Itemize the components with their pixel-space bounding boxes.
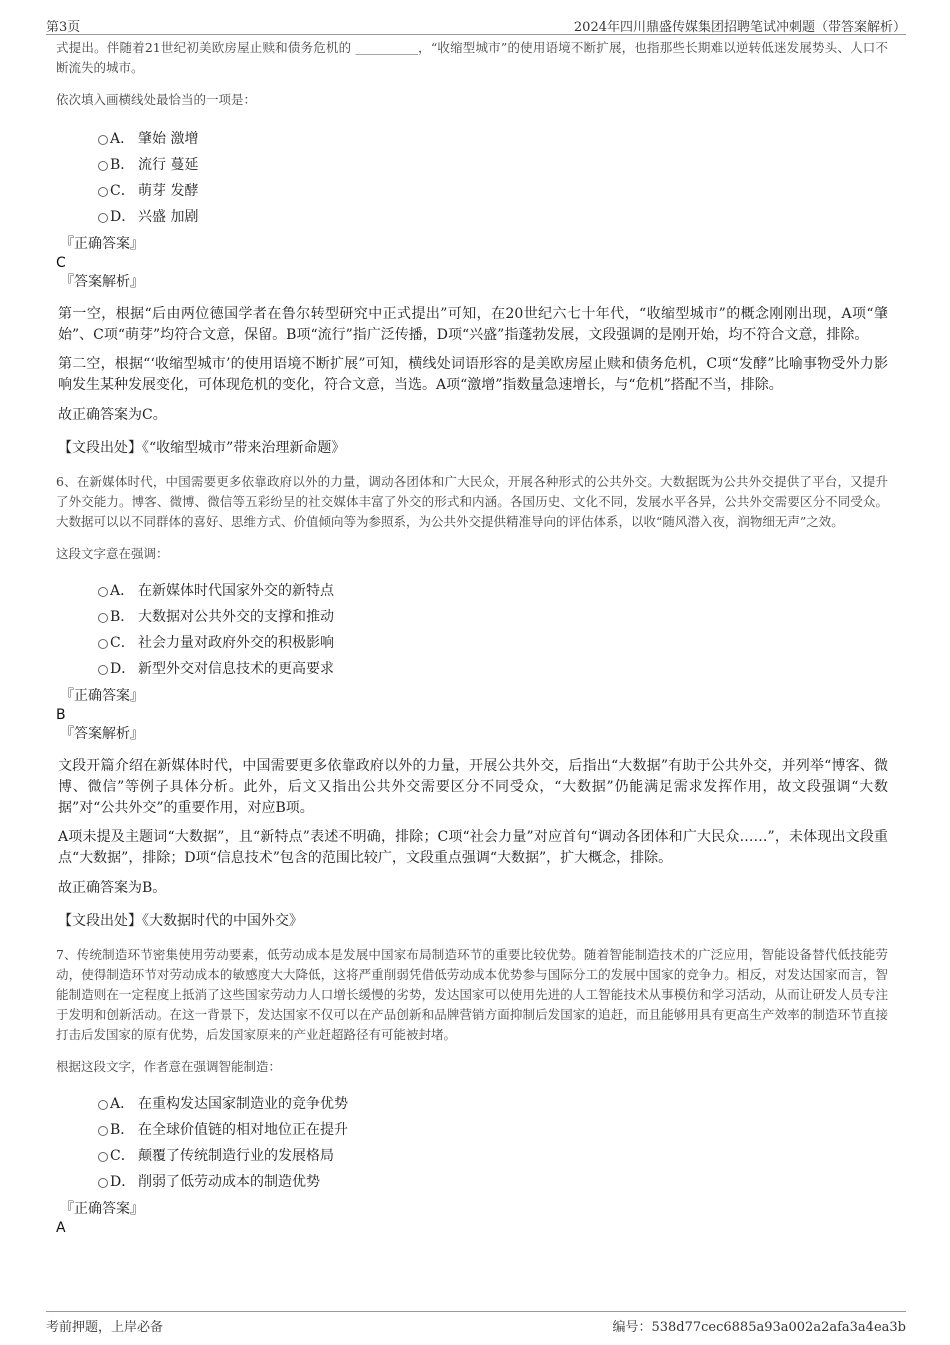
q7-option-c[interactable]: C． 颠覆了传统制造行业的发展格局	[56, 1143, 888, 1169]
page-footer	[46, 1311, 906, 1336]
q5-prompt: 依次填入画横线处最恰当的一项是：	[56, 92, 257, 107]
q5-option-b[interactable]: B． 流行 蔓延	[56, 152, 888, 178]
q6-answer-label: 『正确答案』	[60, 688, 144, 704]
document-title: 2024年四川鼎盛传媒集团招聘笔试冲刺题（带答案解析）	[573, 20, 906, 35]
radio-icon[interactable]	[98, 1178, 108, 1188]
q5-source: 【文段出处】《“收缩型城市”带来治理新命题》	[58, 440, 346, 456]
q7-options	[56, 1091, 888, 1195]
q5-option-a[interactable]: A． 肇始 激增	[56, 126, 888, 152]
document-id: 编号：538d77cec6885a93a002a2afa3a4ea3b	[612, 1320, 906, 1335]
footer-slogan: 考前押题，上岸必备	[46, 1320, 164, 1335]
q6-option-a[interactable]: A． 在新媒体时代国家外交的新特点	[56, 578, 888, 604]
q6-passage: 6、在新媒体时代，中国需要更多依靠政府以外的力量，调动各团体和广大民众，开展各种形式的公共外交。大数据既为公共外交提供了平台，又提升了外交能力。博客、微博、微信等五彩纷呈的社交媒体丰富了外交的形式和内涵。各国历史、文化不同，发展水平各异，公共外交需要区分不同受众。大数据可以以不同群体的喜好、思维方式、价值倾向等为参照系，为公共外交提供精准导向的评估体系，以收“随风潜入夜，润物细无声”之效。	[56, 474, 888, 529]
q6-prompt: 这段文字意在强调：	[56, 546, 169, 561]
q7-answer-label: 『正确答案』	[60, 1201, 144, 1217]
radio-icon[interactable]	[98, 1126, 108, 1136]
radio-icon[interactable]	[98, 135, 108, 145]
q5-answer: C	[56, 255, 66, 271]
q7-answer: A	[56, 1220, 66, 1236]
q7-option-d[interactable]: D． 削弱了低劳动成本的制造优势	[56, 1169, 888, 1195]
q6-analysis-2: A项未提及主题词“大数据”，且“新特点”表述不明确，排除；C项“社会力量”对应首句“调动各团体和广大民众……”，未体现出文段重点“大数据”，排除；D项“信息技术”包含的范围比较广，文段重点强调“大数据”，扩大概念，排除。	[58, 829, 888, 866]
q6-analysis-3: 故正确答案为B。	[58, 880, 167, 896]
q6-analysis-1: 文段开篇介绍在新媒体时代，中国需要更多依靠政府以外的力量，开展公共外交，后指出“大数据”有助于公共外交，并列举“博客、微博、微信”等例子具体分析。此外，后文又指出公共外交需要区分不同受众，“大数据”仍能满足需求发挥作用，故文段强调“大数据”对“公共外交”的重要作用，对应B项。	[58, 758, 888, 816]
q5-options	[56, 126, 888, 230]
q7-option-b[interactable]: B． 在全球价值链的相对地位正在提升	[56, 1117, 888, 1143]
radio-icon[interactable]	[98, 665, 108, 675]
radio-icon[interactable]	[98, 1100, 108, 1110]
q7-prompt: 根据这段文字，作者意在强调智能制造：	[56, 1059, 282, 1074]
page-content	[56, 38, 888, 1237]
q5-answer-label: 『正确答案』	[60, 236, 144, 252]
q5-passage-tail: 式提出。伴随着21世纪初美欧房屋止赎和债务危机的 __________，“收缩型城市”的使用语境不断扩展，也指那些长期难以逆转低迷发展势头、人口不断流失的城市。	[56, 40, 888, 75]
q6-options	[56, 578, 888, 682]
radio-icon[interactable]	[98, 613, 108, 623]
page-number: 第3页	[46, 20, 81, 35]
q5-analysis-1: 第一空，根据“后由两位德国学者在鲁尔转型研究中正式提出”可知，在20世纪六七十年代，“收缩型城市”的概念刚刚出现，A项“肇始”、C项“萌芽”均符合文意，保留。B项“流行”指广泛传播，D项“兴盛”指蓬勃发展，文段强调的是刚开始，均不符合文意，排除。	[58, 306, 888, 343]
radio-icon[interactable]	[98, 1152, 108, 1162]
radio-icon[interactable]	[98, 161, 108, 171]
q7-option-a[interactable]: A． 在重构发达国家制造业的竞争优势	[56, 1091, 888, 1117]
radio-icon[interactable]	[98, 587, 108, 597]
q6-option-d[interactable]: D． 新型外交对信息技术的更高要求	[56, 656, 888, 682]
q5-analysis-2: 第二空，根据“‘收缩型城市’的使用语境不断扩展”可知，横线处词语形容的是美欧房屋止赎和债务危机，C项“发酵”比喻事物受外力影响发生某种发展变化，可体现危机的变化，符合文意，当选。A项“激增”指数量急速增长，与“危机”搭配不当，排除。	[58, 356, 888, 393]
q6-source: 【文段出处】《大数据时代的中国外交》	[58, 913, 303, 929]
q6-analysis-label: 『答案解析』	[60, 726, 144, 742]
q5-option-d[interactable]: D． 兴盛 加剧	[56, 204, 888, 230]
page-header	[46, 12, 906, 35]
radio-icon[interactable]	[98, 187, 108, 197]
q5-option-c[interactable]: C． 萌芽 发酵	[56, 178, 888, 204]
q5-analysis-label: 『答案解析』	[60, 274, 144, 290]
q6-answer: B	[56, 707, 66, 723]
q6-option-c[interactable]: C． 社会力量对政府外交的积极影响	[56, 630, 888, 656]
radio-icon[interactable]	[98, 213, 108, 223]
q6-option-b[interactable]: B． 大数据对公共外交的支撑和推动	[56, 604, 888, 630]
radio-icon[interactable]	[98, 639, 108, 649]
q7-passage: 7、传统制造环节密集使用劳动要素，低劳动成本是发展中国家布局制造环节的重要比较优势。随着智能制造技术的广泛应用，智能设备替代低技能劳动，使得制造环节对劳动成本的敏感度大大降低，这将严重削弱凭借低劳动成本优势参与国际分工的发展中国家的竞争力。相反，对发达国家而言，智能制造则在一定程度上抵消了这些国家劳动力人口增长缓慢的劣势，发达国家可以使用先进的人工智能技术从事模仿和学习活动，从而让研发人员专注于发明和创新活动。在这一背景下，发达国家不仅可以在产品创新和品牌营销方面抑制后发国家的追赶，而且能够用具有更高生产效率的制造环节直接打击后发国家的原有优势，后发国家原来的产业赶超路径有可能被封堵。	[56, 947, 888, 1042]
q5-analysis-3: 故正确答案为C。	[58, 407, 167, 423]
